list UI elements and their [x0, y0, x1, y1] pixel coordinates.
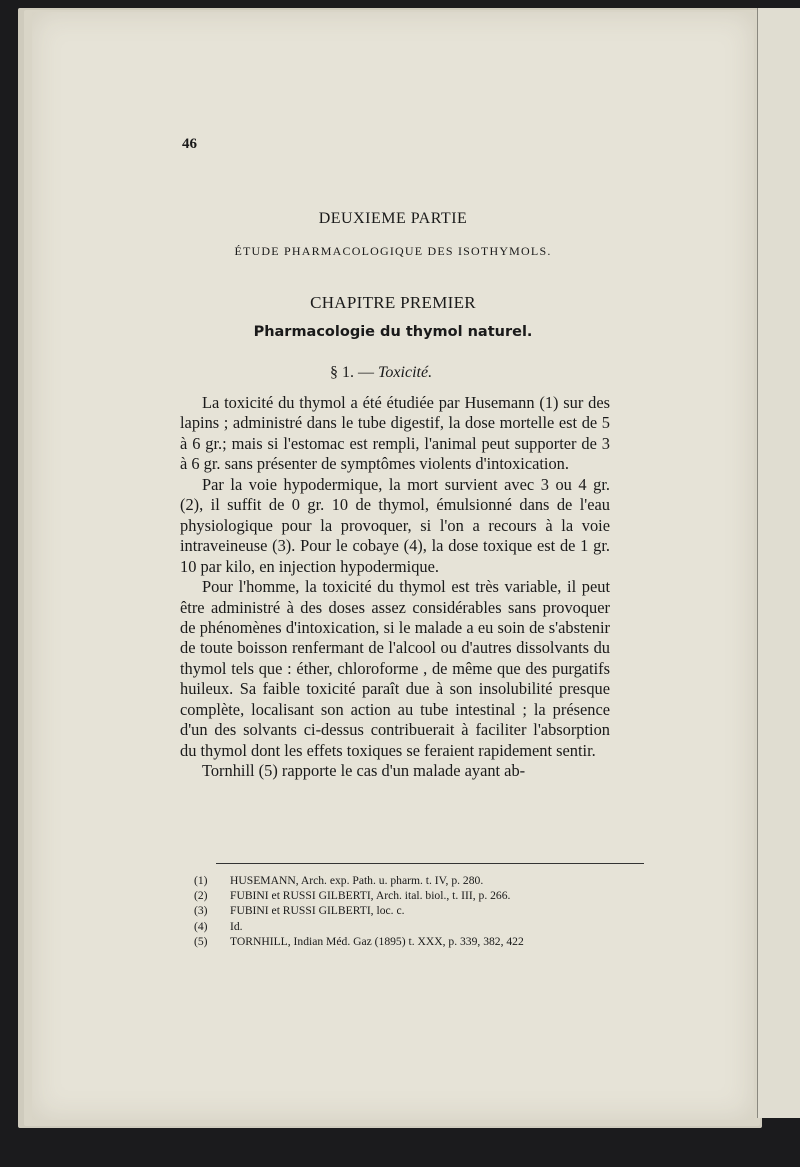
- footnote-text: FUBINI et RUSSI GILBERTI, loc. c.: [230, 904, 405, 918]
- body-text: [180, 393, 610, 782]
- page-number: 46: [182, 136, 197, 152]
- footnotes: [194, 873, 644, 949]
- footnote: [194, 919, 644, 934]
- footnote-number: (2): [194, 889, 208, 903]
- part-subtitle: ÉTUDE PHARMACOLOGIQUE DES ISOTHYMOLS.: [234, 244, 552, 258]
- footnote: [194, 888, 644, 903]
- footnote: [194, 873, 644, 888]
- footnote-text: Id.: [230, 919, 243, 933]
- book-page: [32, 12, 754, 1120]
- footnote-text: FUBINI et RUSSI GILBERTI, Arch. ital. biol., t. III, p. 266.: [230, 889, 511, 903]
- chapter-title: CHAPITRE PREMIER: [310, 293, 476, 312]
- section-name: Toxicité.: [378, 364, 433, 381]
- paragraph: La toxicité du thymol a été étudiée par Husemann (1) sur des lapins ; administré dans le tube digestif, la dose mortelle est de 5 à 6 gr.; mais si l'estomac est rempli, l'animal peut supporter de 3 à 6 gr. sans présenter de symptômes violents d'intoxication.: [180, 393, 610, 474]
- section-number: § 1. —: [330, 364, 374, 381]
- footnote-number: (1): [194, 874, 208, 887]
- footnote-number: (5): [194, 934, 208, 948]
- facing-page-edge: [757, 8, 800, 1118]
- part-title: DEUXIEME PARTIE: [318, 210, 468, 227]
- footnote-text: HUSEMANN, Arch. exp. Path. u. pharm. t. IV, p. 280.: [230, 874, 484, 887]
- footnote-text: TORNHILL, Indian Méd. Gaz (1895) t. XXX, p. 339, 382, 422: [230, 934, 524, 948]
- paragraph: Par la voie hypodermique, la mort survient avec 3 ou 4 gr. (2), il suffit de 0 gr. 10 de thymol, émulsionné dans de l'eau physiologique pour la provoquer, si l'on a recours à la voie intraveineuse (3). Pour le cobaye (4), la dose toxique est de 1 gr. 10 par kilo, en injection hypodermique.: [180, 474, 610, 576]
- paragraph: Pour l'homme, la toxicité du thymol est très variable, il peut être administré à des doses assez considérables sans provoquer de phénomènes d'intoxication, si le malade a eu soin de s'abstenir de toute boisson renfermant de l'alcool ou d'autres dissolvants du thymol tels que : éther, chloroforme , de même que des purgatifs huileux. Sa faible toxicité paraît due à son insolubilité presque complète, localisant son action au tube intestinal ; la présence d'un des solvants ci-dessus contribuerait à faciliter l'absorption du thymol dont les effets toxiques se feraient rapidement sentir.: [180, 577, 610, 760]
- chapter-subtitle: Pharmacologie du thymol naturel.: [253, 324, 533, 340]
- footnote: [194, 934, 644, 949]
- footnote: [194, 903, 644, 918]
- footnote-number: (4): [194, 919, 208, 933]
- section-heading: [330, 364, 432, 382]
- footnote-divider: [216, 863, 644, 864]
- paragraph: Tornhill (5) rapporte le cas d'un malade ayant ab-: [202, 761, 526, 781]
- footnote-number: (3): [194, 904, 208, 918]
